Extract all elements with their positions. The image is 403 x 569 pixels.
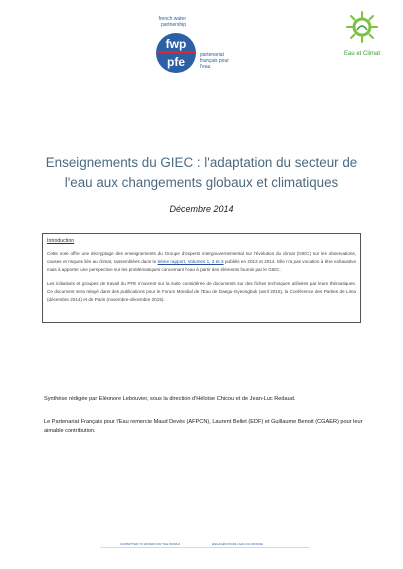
eau-et-climat-logo (334, 10, 390, 72)
document-date: Décembre 2014 (169, 204, 234, 214)
fwp-mark-line1: fwp (165, 37, 187, 51)
footer-right-text: ENGAGÉS POUR L'EAU DU MONDE (212, 542, 263, 546)
intro-paragraph-2: Les initiatives et groupes de travail du PFE s'ouvrent sur la suite considérée de documents sur des fiches techniques utilisées par leurs thématiques. Ce document sera relayé dans des publications pour le Forum Mondial de l'Eau de Daegu-Gyeongbuk (avril 2015), la Conférence des Parties de Lima (décembre 2014) et de Paris (novembre-décembre 2015). (47, 281, 356, 302)
fwp-mark-icon (154, 26, 198, 80)
intro-heading: Introduction (47, 238, 75, 244)
intro-p1-start: Cette note offre une décryptage des enseignements du Groupe d'experts intergouvernemental sur l'évolution du climat (GIEC) sur les observations, causes et risques liés au climat, rassemblées dans le (47, 251, 356, 264)
eau-climat-label: Eau et Climat (343, 51, 380, 57)
document-title (20, 153, 383, 193)
authorship-credit: Synthèse rédigée par Eléonore Lebouvier, sous la direction d'Héloïse Chicou et de Jean-Luc Redaud. (44, 396, 296, 402)
intro-p1-end: publiés en 2013 et 2014. Elle n'a pas vocation à être exhaustive mais à apporter une perspective sur les problématiques concernant l'eau à partir des éléments fournis par le GIEC. (47, 259, 356, 272)
intro-box (42, 233, 361, 323)
document-title-line1: Enseignements du GIEC : l'adaptation du secteur de (45, 155, 358, 170)
footer-left-text: COMMITTED TO WATER FOR THE WORLD (120, 542, 181, 546)
fwp-logo (148, 16, 238, 84)
fwp-english-name: french water partnership (158, 16, 186, 28)
fwp-mark-line2: pfe (167, 55, 185, 69)
acknowledgement-credit: Le Partenariat Français pour l'Eau remercie Maud Devès (AFPCN), Laurent Bellet (EDF) et Guillaume Benoit (CGAER) pour leur aimable contribution. (44, 419, 363, 434)
intro-paragraph-1 (47, 250, 356, 274)
eau-climat-icon (345, 10, 379, 44)
ipcc-report-link[interactable]: 5ème rapport, Volumes 1, 2 et 3 (157, 259, 224, 264)
document-title-line2: l'eau aux changements globaux et climatiques (64, 175, 339, 190)
footer-divider (100, 547, 310, 548)
fwp-french-name: partenariat français pour l'eau (200, 52, 229, 70)
